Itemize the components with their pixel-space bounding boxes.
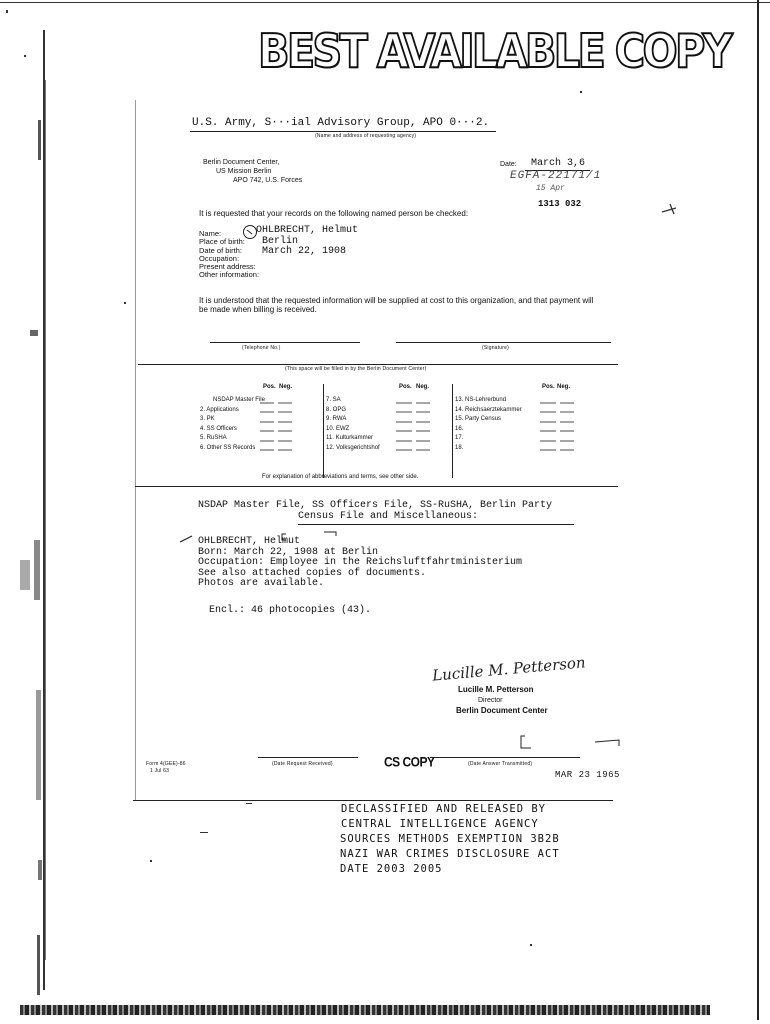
table-cell-label: PK: [206, 416, 215, 422]
agency-underline: [190, 131, 496, 132]
signature-caption: (Signature): [482, 345, 509, 351]
table-cell-number: 5.: [200, 435, 207, 441]
date-label: Date:: [500, 161, 517, 168]
cs-copy-stamp: CS COPY: [384, 753, 435, 771]
present-address-label: Present address:: [199, 262, 256, 272]
result-heading-2: Census File and Miscellaneous:: [298, 511, 479, 522]
result-heading-1: NSDAP Master File, SS Officers File, SS-RuSHA, Berlin Party: [198, 500, 553, 511]
table-cell-label: NS-Lehrerbund: [465, 397, 507, 403]
director-signature: Lucille M. Petterson: [431, 653, 587, 685]
table-cell: NSDAP Master File: [213, 397, 265, 403]
result-enclosure: Encl.: 46 photocopies (43).: [209, 605, 372, 616]
speck: [200, 832, 208, 833]
addressee-line2: US Mission Berlin: [216, 168, 272, 175]
result-line-4: See also attached copies of documents.: [198, 568, 427, 579]
handwritten-date: 15 Apr: [536, 184, 565, 193]
person-name: OHLBRECHT, Helmut: [256, 225, 359, 236]
table-cell: 15. Party Census: [455, 416, 502, 422]
speck: [246, 803, 252, 804]
declass-stamp-line-3: SOURCES METHODS EXEMPTION 3B2B: [340, 833, 560, 845]
occupation-label: Occupation:: [199, 253, 240, 263]
table-cell: 18.: [455, 444, 464, 451]
agency-caption: (Name and address of requesting agency): [315, 133, 417, 139]
col2-pos-header: Pos.: [399, 384, 412, 390]
table-cell: 16.: [455, 425, 464, 432]
name-label: Name:: [199, 229, 222, 238]
other-information-label: Other information:: [199, 270, 260, 280]
result-line-1: OHLBRECHT, Helmut: [198, 536, 301, 547]
table-cell-number: 4.: [200, 425, 207, 432]
table-cell: 11. Kulturkammer: [326, 435, 373, 441]
form-left-edge: [135, 100, 136, 800]
speck: [530, 944, 532, 946]
table-cell: 7. SA: [326, 397, 341, 403]
declass-stamp-line-4: NAZI WAR CRIMES DISCLOSURE ACT: [340, 848, 560, 860]
table-col1: [200, 396, 265, 453]
declass-stamp-line-2: CENTRAL INTELLIGENCE AGENCY: [341, 818, 539, 830]
date-value: March 3,6: [531, 158, 586, 169]
table-cell-label: EWZ: [336, 425, 350, 432]
table-cell: [200, 444, 265, 454]
handwritten-tick-mark: [660, 202, 680, 216]
scan-right-edge: [757, 0, 759, 1020]
table-cell-label: Kulturkammer: [335, 435, 373, 441]
table-cell-label: Reichsaerztekammer: [465, 406, 522, 413]
speck: [124, 302, 126, 304]
requesting-agency-line: U.S. Army, S···ial Advisory Group, APO 0···2.: [192, 117, 490, 129]
understood-text: It is understood that the requested information will be supplied at cost to this organization, and that payment will be made when billing is received.: [199, 296, 594, 314]
date-received-caption: (Date Request Received): [272, 761, 333, 767]
date-received-line: [258, 757, 358, 758]
table-cell: [200, 415, 265, 425]
table-cell: 10. EWZ: [326, 425, 350, 432]
table-cell-label: Party Census: [465, 416, 502, 422]
person-place: Berlin: [262, 236, 299, 247]
answer-date-stamp: MAR 23 1965: [555, 770, 620, 780]
reference-number: 1313 032: [538, 199, 582, 209]
result-line-2: Born: March 22, 1908 at Berlin: [198, 547, 379, 558]
form-number: Form 4(GEE)-86: [146, 761, 186, 767]
result-heading-underline: [298, 524, 574, 525]
table-cell-number: 6.: [200, 444, 207, 451]
scan-left-edge: [0, 0, 52, 1024]
table-cell: [200, 425, 265, 435]
place-of-birth-label: Place of birth:: [199, 237, 245, 247]
signatory-name: Lucille M. Petterson: [458, 685, 534, 694]
table-cell: [200, 406, 265, 416]
form-bottom-edge: [133, 800, 613, 801]
telephone-caption: (Telephone No.): [242, 345, 281, 351]
handwritten-reference: EGFA-22171/1: [510, 170, 602, 182]
table-checkbox-blanks: [258, 396, 608, 478]
col3-pos-header: Pos.: [542, 384, 555, 390]
table-cell: 17.: [455, 435, 464, 441]
signature-line: [396, 342, 611, 343]
signatory-title: Director: [478, 697, 503, 704]
table-cell-label: RuSHA: [206, 435, 227, 441]
scan-top-edge: [0, 2, 770, 3]
date-answer-line: [430, 757, 580, 758]
table-cell: 9. RWA: [326, 416, 347, 422]
best-available-copy-banner: BEST AVAILABLE COPY: [258, 24, 730, 78]
table-bottom-rule: [135, 486, 618, 487]
scan-bottom-strip: [20, 1005, 710, 1015]
result-line-3: Occupation: Employee in the Reichsluftfahrtministerium: [198, 557, 523, 568]
col3-neg-header: Neg.: [557, 384, 571, 390]
declass-stamp-line-1: DECLASSIFIED AND RELEASED BY: [341, 803, 547, 815]
table-cell: 13. NS-Lehrerbund: [455, 397, 507, 403]
result-line-5: Photos are available.: [198, 578, 325, 589]
date-of-birth-label: Date of birth:: [199, 245, 242, 255]
request-text: It is requested that your records on the following named person be checked:: [199, 209, 469, 218]
speck: [580, 91, 582, 93]
signatory-org: Berlin Document Center: [456, 706, 548, 715]
declass-stamp-line-5: DATE 2003 2005: [340, 863, 443, 875]
table-cell-label: SA: [332, 397, 341, 403]
telephone-line: [210, 342, 360, 343]
col1-pos-header: Pos.: [263, 384, 276, 390]
table-cell-label: Applications: [206, 406, 239, 413]
person-dob: March 22, 1908: [262, 246, 347, 257]
table-cell: 12. Volksgerichtshof: [326, 444, 380, 451]
table-cell: 14. Reichsaerztekammer: [455, 406, 522, 413]
date-answer-caption: (Date Answer Transmitted): [468, 761, 533, 767]
table-cell-number: 2.: [200, 406, 207, 413]
bdc-section-top-rule: [138, 364, 618, 365]
form-date: 1 Jul 63: [150, 768, 170, 774]
bdc-caption: (This space will be filled in by the Berlin Document Center): [285, 366, 427, 372]
col2-neg-header: Neg.: [416, 384, 430, 390]
explanation-note: For explanation of abbreviations and terms, see other side.: [262, 474, 419, 480]
table-cell-label: SS Officers: [206, 425, 237, 432]
speck: [150, 860, 152, 862]
table-cell: [200, 434, 265, 444]
table-cell-label: RWA: [332, 416, 347, 422]
handwritten-bracket-marks: [515, 734, 625, 754]
addressee-line3: APO 742, U.S. Forces: [233, 177, 303, 184]
table-cell: 8. OPG: [326, 406, 347, 413]
table-cell-label: Volksgerichtshof: [336, 444, 380, 451]
table-cell-label: OPG: [332, 406, 347, 413]
addressee-line1: Berlin Document Center,: [203, 159, 280, 166]
col1-neg-header: Neg.: [279, 384, 293, 390]
table-cell-number: 3.: [200, 416, 207, 422]
table-cell-label: Other SS Records: [206, 444, 256, 451]
